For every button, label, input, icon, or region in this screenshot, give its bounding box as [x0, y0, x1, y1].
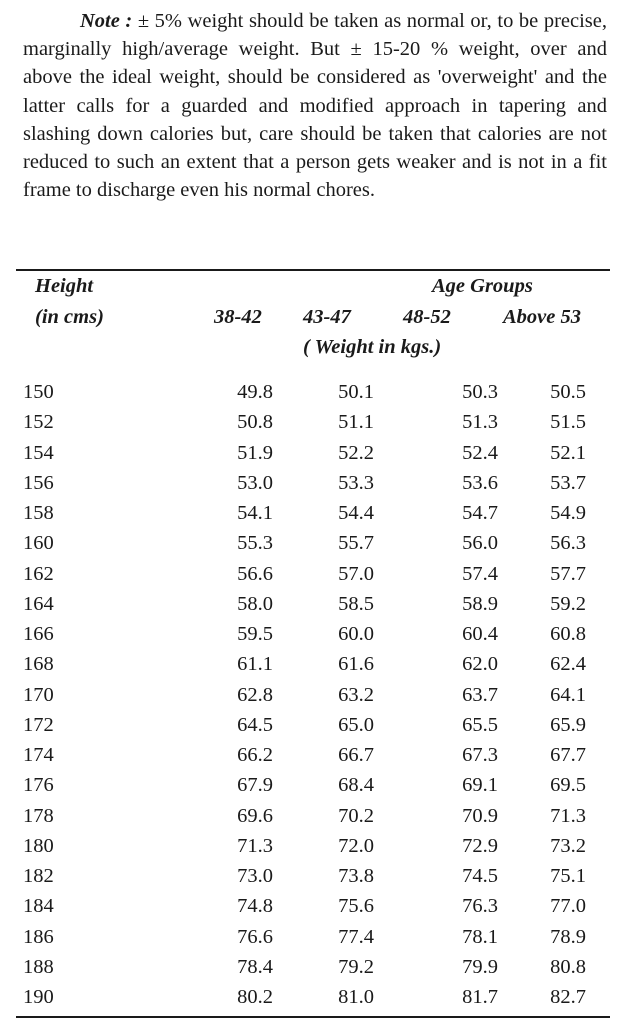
weight-cell: 65.0: [338, 713, 374, 736]
weight-cell: 81.0: [338, 986, 374, 1008]
weight-cell: 63.2: [338, 683, 374, 706]
height-cell: 172: [23, 713, 54, 736]
weight-cell: 71.3: [550, 804, 586, 827]
table-row: [0, 861, 629, 891]
weight-cell: 50.8: [237, 411, 273, 434]
weight-cell: 51.1: [338, 411, 374, 434]
weight-cell: 70.9: [462, 804, 498, 827]
height-header: Height: [35, 275, 94, 297]
table-row: [0, 801, 629, 831]
weight-cell: 76.3: [462, 895, 498, 918]
weight-cell: 77.0: [550, 895, 586, 918]
height-cell: 160: [23, 532, 54, 555]
weight-cell: 55.3: [237, 532, 273, 555]
table-row: [0, 831, 629, 861]
height-cell: 162: [23, 562, 54, 585]
weight-cell: 78.4: [237, 955, 273, 978]
weight-cell: 81.7: [462, 986, 498, 1008]
table-row: [0, 589, 629, 619]
height-cell: 156: [23, 471, 54, 494]
weight-cell: 65.9: [550, 713, 586, 736]
weight-cell: 80.2: [237, 986, 273, 1008]
note-text: ± 5% weight should be taken as normal or, to be precise, marginally high/average weight. But ± 15-20 % weight, over and above the ideal weight, should be considered as 'overweight' and the latter calls for a guarded and modified approach in tapering and slashing down calories but, care should be taken that calories are not reduced to such an extent that a person gets weaker and is not in a fit frame to discharge even his normal chores.: [23, 10, 607, 202]
height-cell: 176: [23, 774, 54, 797]
table-row: [0, 649, 629, 679]
weight-cell: 49.8: [237, 381, 273, 403]
weight-cell: 72.0: [338, 834, 374, 857]
table-row: [0, 891, 629, 921]
height-cell: 164: [23, 592, 54, 615]
weight-cell: 53.6: [462, 471, 498, 494]
weight-cell: 54.9: [550, 502, 586, 524]
table-row: [0, 680, 629, 710]
weight-cell: 67.9: [237, 774, 273, 797]
height-unit-header: (in cms): [35, 306, 104, 328]
height-cell: 158: [23, 502, 54, 524]
column-header: 48-52: [403, 306, 451, 328]
table-row: [0, 952, 629, 982]
height-cell: 174: [23, 744, 54, 766]
height-cell: 184: [23, 895, 54, 918]
weight-cell: 61.6: [338, 653, 374, 676]
height-cell: 182: [23, 865, 54, 887]
weight-cell: 59.2: [550, 592, 586, 615]
weight-cell: 62.0: [462, 653, 498, 676]
weight-cell: 69.6: [237, 804, 273, 827]
weight-cell: 67.3: [462, 744, 498, 766]
table-row: [0, 770, 629, 800]
weight-cell: 57.4: [462, 562, 498, 585]
table-row: [0, 468, 629, 498]
weight-cell: 50.1: [338, 381, 374, 403]
weight-cell: 62.4: [550, 653, 586, 676]
weight-cell: 64.1: [550, 683, 586, 706]
weight-cell: 55.7: [338, 532, 374, 555]
weight-cell: 76.6: [237, 925, 273, 948]
weight-cell: 51.5: [550, 411, 586, 434]
note-label: Note :: [80, 10, 133, 32]
weight-cell: 73.0: [237, 865, 273, 887]
column-header: 38-42: [214, 306, 262, 328]
table-body: [0, 377, 629, 1012]
weight-cell: 58.0: [237, 592, 273, 615]
table-row: [0, 710, 629, 740]
column-header: 43-47: [303, 306, 351, 328]
weight-cell: 57.7: [550, 562, 586, 585]
table-top-rule: [16, 269, 610, 271]
height-cell: 178: [23, 804, 54, 827]
table-row: [0, 407, 629, 437]
table-row: [0, 498, 629, 528]
table-row: [0, 438, 629, 468]
height-cell: 166: [23, 623, 54, 645]
weight-cell: 60.8: [550, 623, 586, 645]
weight-cell: 75.6: [338, 895, 374, 918]
height-cell: 154: [23, 441, 54, 464]
weight-cell: 75.1: [550, 865, 586, 887]
weight-cell: 73.8: [338, 865, 374, 887]
weight-cell: 57.0: [338, 562, 374, 585]
weight-cell: 82.7: [550, 986, 586, 1008]
weight-cell: 80.8: [550, 955, 586, 978]
weight-cell: 53.0: [237, 471, 273, 494]
weight-cell: 77.4: [338, 925, 374, 948]
weight-cell: 56.0: [462, 532, 498, 555]
weight-cell: 71.3: [237, 834, 273, 857]
table-row: [0, 619, 629, 649]
weight-cell: 58.5: [338, 592, 374, 615]
weight-cell: 52.4: [462, 441, 498, 464]
height-cell: 188: [23, 955, 54, 978]
weight-cell: 62.8: [237, 683, 273, 706]
weight-cell: 51.9: [237, 441, 273, 464]
table-row: [0, 528, 629, 558]
weight-cell: 63.7: [462, 683, 498, 706]
weight-cell: 70.2: [338, 804, 374, 827]
weight-cell: 53.3: [338, 471, 374, 494]
weight-cell: 54.7: [462, 502, 498, 524]
weight-cell: 68.4: [338, 774, 374, 797]
weight-cell: 69.5: [550, 774, 586, 797]
weight-cell: 56.6: [237, 562, 273, 585]
weight-cell: 78.9: [550, 925, 586, 948]
weight-cell: 53.7: [550, 471, 586, 494]
weight-cell: 78.1: [462, 925, 498, 948]
weight-cell: 61.1: [237, 653, 273, 676]
column-header: Above 53: [503, 306, 581, 328]
height-cell: 168: [23, 653, 54, 676]
note-paragraph: [23, 7, 607, 204]
table-row: [0, 377, 629, 407]
height-cell: 180: [23, 834, 54, 857]
weight-cell: 79.2: [338, 955, 374, 978]
height-cell: 150: [23, 381, 54, 403]
weight-cell: 67.7: [550, 744, 586, 766]
table-row: [0, 982, 629, 1012]
weight-cell: 54.4: [338, 502, 374, 524]
weight-cell: 66.7: [338, 744, 374, 766]
weight-cell: 73.2: [550, 834, 586, 857]
weight-cell: 74.5: [462, 865, 498, 887]
weight-cell: 54.1: [237, 502, 273, 524]
weight-unit-header: ( Weight in kgs.): [303, 336, 442, 358]
weight-cell: 69.1: [462, 774, 498, 797]
weight-cell: 72.9: [462, 834, 498, 857]
table-bottom-rule: [16, 1016, 610, 1018]
weight-cell: 74.8: [237, 895, 273, 918]
weight-cell: 58.9: [462, 592, 498, 615]
weight-cell: 64.5: [237, 713, 273, 736]
height-cell: 186: [23, 925, 54, 948]
weight-cell: 50.5: [550, 381, 586, 403]
age-groups-header: Age Groups: [432, 275, 533, 297]
weight-cell: 51.3: [462, 411, 498, 434]
weight-cell: 60.0: [338, 623, 374, 645]
height-cell: 152: [23, 411, 54, 434]
weight-cell: 65.5: [462, 713, 498, 736]
height-cell: 190: [23, 986, 54, 1008]
weight-cell: 60.4: [462, 623, 498, 645]
weight-cell: 56.3: [550, 532, 586, 555]
weight-cell: 66.2: [237, 744, 273, 766]
weight-cell: 79.9: [462, 955, 498, 978]
table-row: [0, 922, 629, 952]
table-row: [0, 740, 629, 770]
weight-cell: 59.5: [237, 623, 273, 645]
table-row: [0, 559, 629, 589]
weight-cell: 50.3: [462, 381, 498, 403]
weight-cell: 52.1: [550, 441, 586, 464]
weight-cell: 52.2: [338, 441, 374, 464]
height-cell: 170: [23, 683, 54, 706]
